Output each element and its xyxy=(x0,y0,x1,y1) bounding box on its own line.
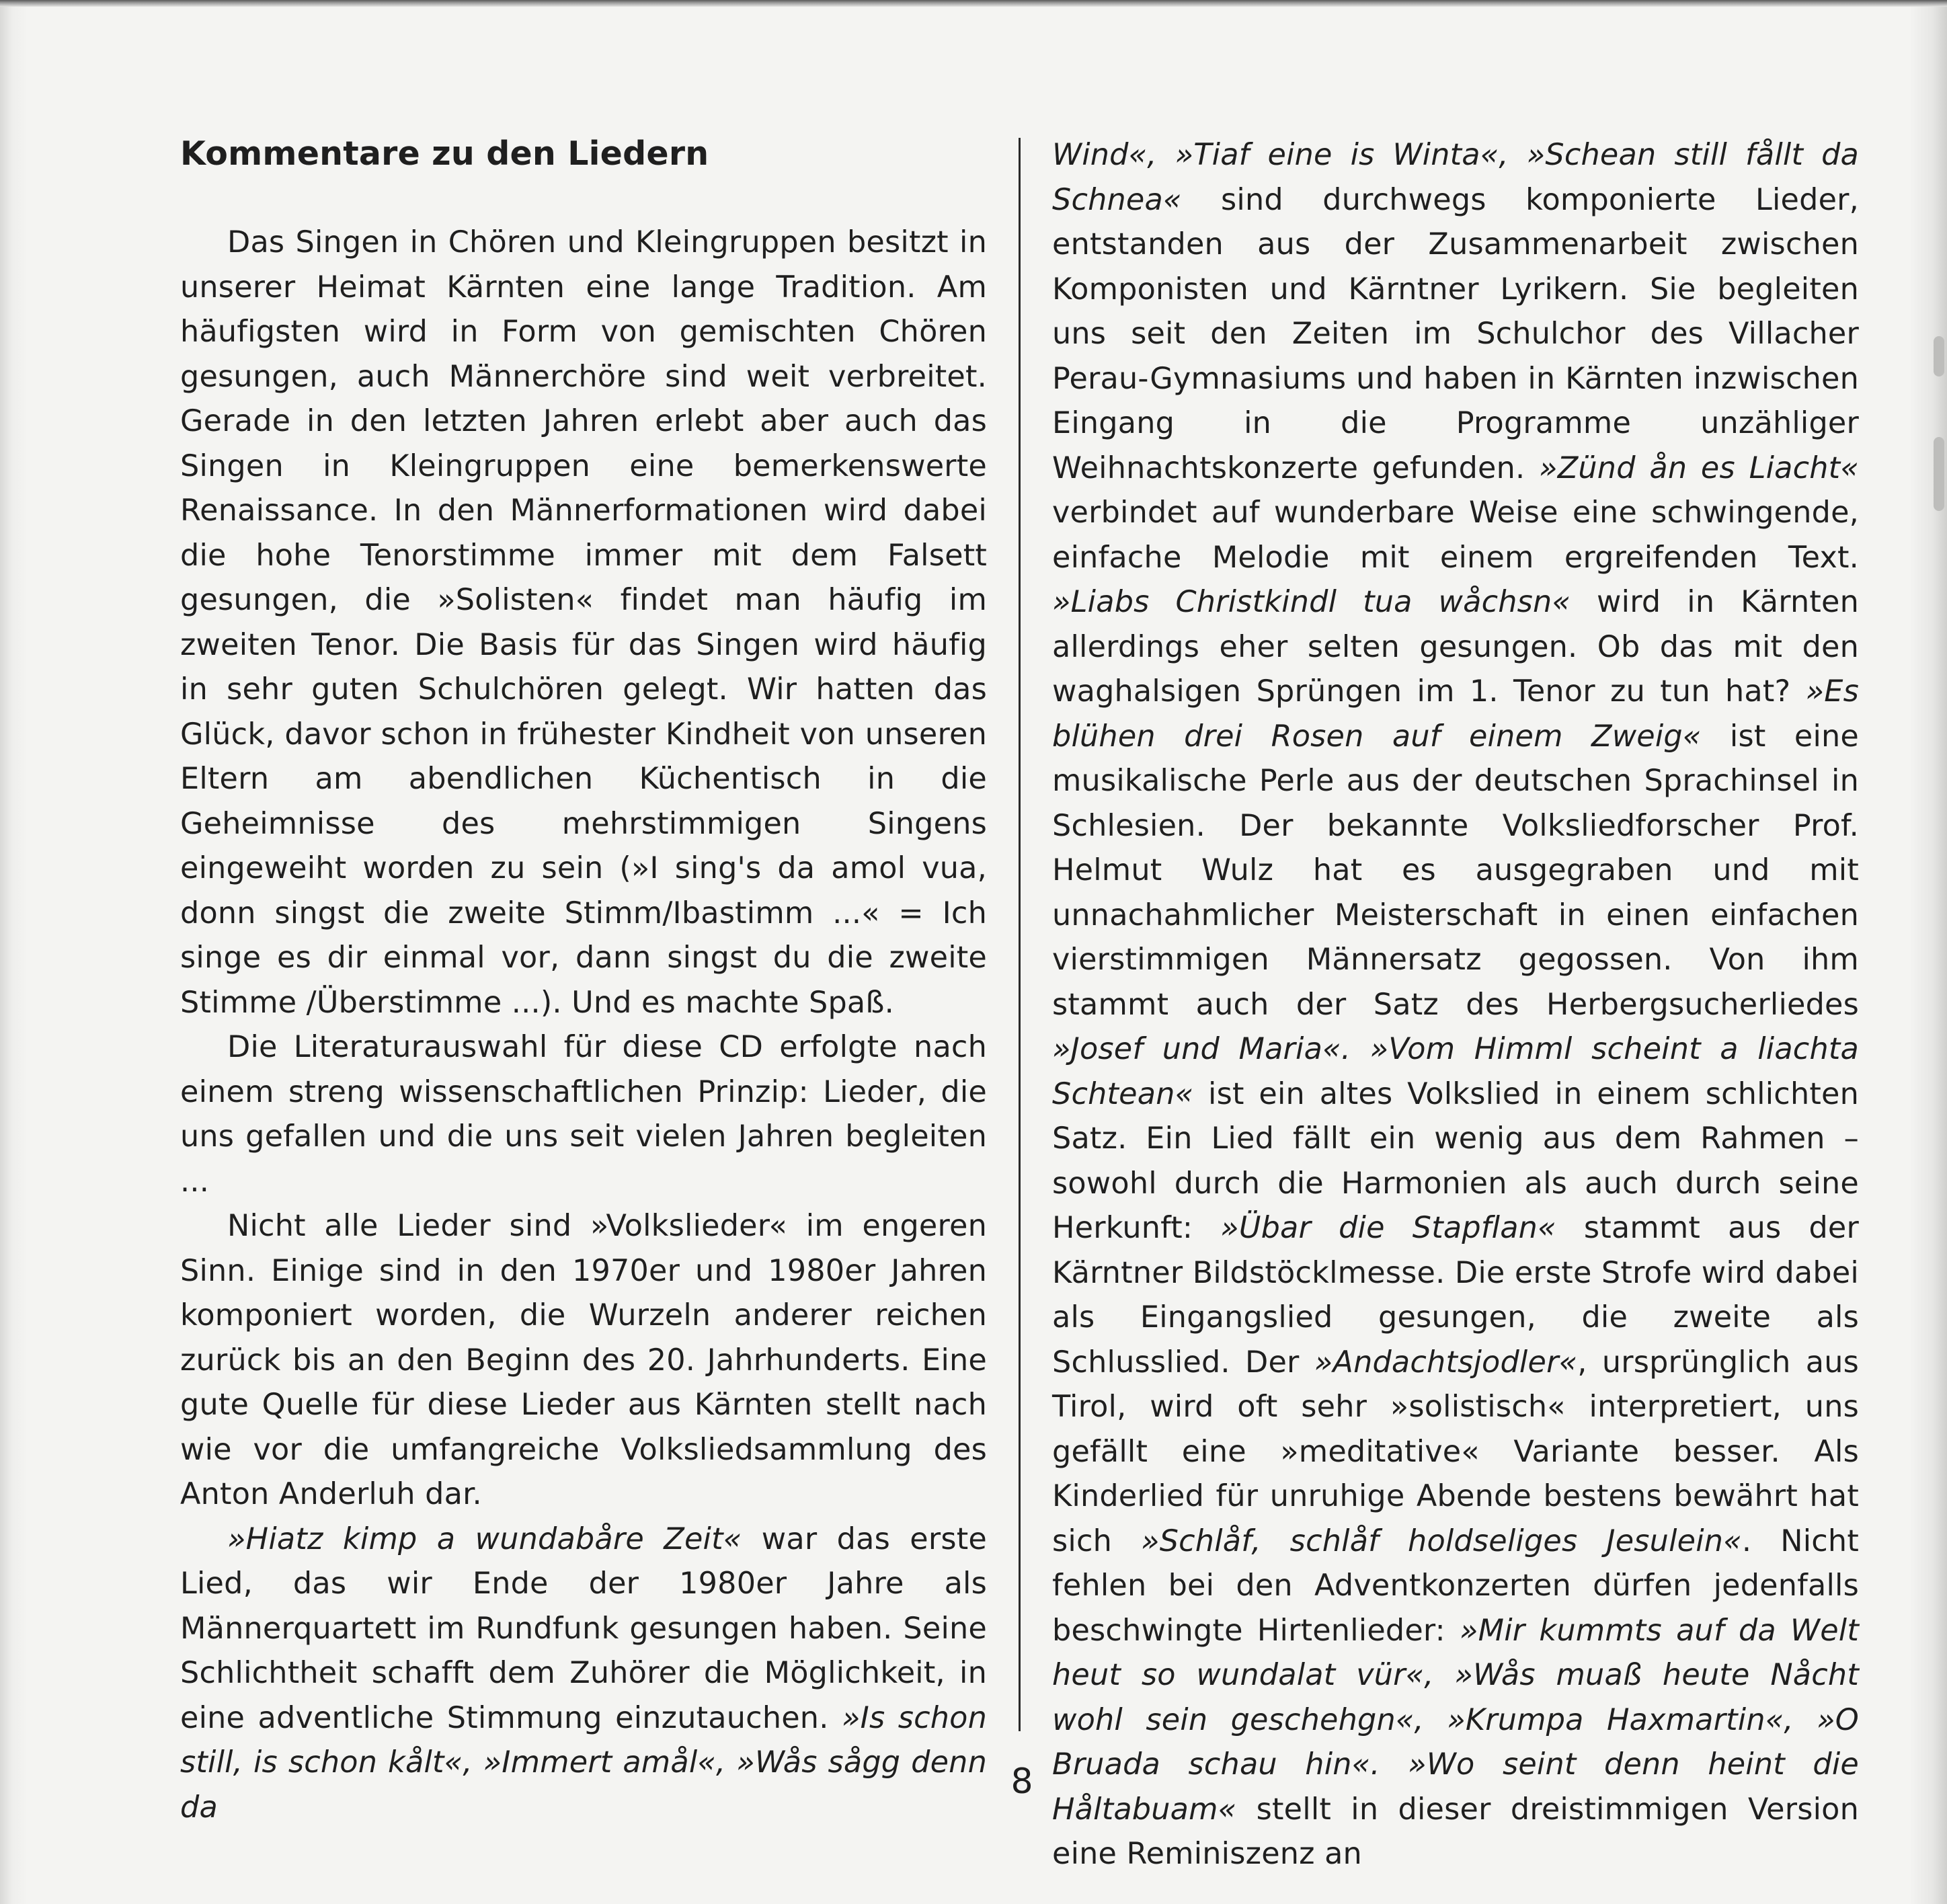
paragraph-4 xyxy=(180,1517,987,1831)
paragraph-text: ist eine musikalische Perle aus der deutschen Sprachinsel in Schlesien. Der bekannte Volksliedforscher Prof. Helmut Wulz hat es ausgegraben und mit unnachahmlicher Meisterschaft in einen einfachen vierstimmigen Männersatz gegossen. Von ihm stammt auch der Satz des Herbergsucherliedes xyxy=(1052,719,1859,1022)
paragraph-text: stammt aus der Kärntner Bildstöcklmesse. Die erste Strofe wird dabei als Eingangslied gesungen, die zweite als Schlusslied. Der xyxy=(1052,1211,1859,1380)
page-number: 8 xyxy=(1010,1761,1033,1802)
song-title: »Andachtsjodler« xyxy=(1314,1345,1578,1380)
song-title: »Liabs Christkindl tua wåchsn« xyxy=(1052,585,1571,619)
paragraph-2: Die Literaturauswahl für diese CD erfolgte nach einem streng wissenschaftlichen Prinzip: Lieder, die uns gefallen und die uns seit vielen Jahren begleiten ... xyxy=(180,1030,987,1199)
binding-notch xyxy=(1934,336,1944,376)
song-title: »Josef und Maria«. »Vom Himml scheint a liachta Schtean« xyxy=(1052,1032,1859,1111)
song-title: »Es blühen drei Rosen auf einem Zweig« xyxy=(1052,674,1859,754)
paragraph-text: stellt in dieser dreistimmigen Version eine Reminiszenz an xyxy=(1052,1792,1859,1871)
paragraph-text: , ursprünglich aus Tirol, wird oft sehr »solistisch« interpretiert, uns gefällt eine »meditative« Variante besser. Als Kinderlied für unruhige Abende bestens bewährt hat sich xyxy=(1052,1345,1859,1558)
paragraph-text: sind durchwegs komponierte Lieder, entstanden aus der Zusammenarbeit zwischen Komponisten und Kärntner Lyrikern. Sie begleiten uns seit den Zeiten im Schulchor des Villacher Perau-Gymnasiums und haben in Kärnten inzwischen Eingang in die Programme unzähliger Weihnachtskonzerte gefunden. xyxy=(1052,182,1859,485)
paragraph-text: war das erste Lied, das wir Ende der 1980er Jahre als Männerquartett im Rundfunk gesungen haben. Seine Schlichtheit schafft dem Zuhörer die Möglichkeit, in eine adventliche Stimmung einzutauchen. xyxy=(180,1521,987,1735)
paragraph-text: . Nicht fehlen bei den Adventkonzerten dürfen jedenfalls beschwingte Hirtenlieder: xyxy=(1052,1523,1859,1648)
left-column xyxy=(180,132,987,1830)
paragraph-text: wird in Kärnten allerdings eher selten gesungen. Ob das mit den waghalsigen Sprüngen im 1. Tenor zu tun hat? xyxy=(1052,585,1859,709)
column-divider xyxy=(1019,138,1021,1731)
paragraph-continued xyxy=(1052,133,1859,1877)
song-title: »Is schon still, is schon kålt«, »Immert amål«, »Wås sågg denn da xyxy=(180,1700,987,1825)
song-title: »Zünd ån es Liacht« xyxy=(1539,450,1859,485)
song-title: »Mir kummts auf da Welt heut so wundalat vür«, »Wås muaß heute Nåcht wohl sein geschehgn«, »Krumpa Haxmartin«, »O Bruada schau hin«. »Wo seint denn heint die Håltabuam« xyxy=(1052,1613,1859,1827)
song-title: »Schlåf, schlåf holdseliges Jesulein« xyxy=(1141,1523,1742,1558)
paragraph-text: ist ein altes Volkslied in einem schlichten Satz. Ein Lied fällt ein wenig aus dem Rahmen – sowohl durch die Harmonien als auch durch seine Herkunft: xyxy=(1052,1076,1859,1245)
paragraph-1: Das Singen in Chören und Kleingruppen besitzt in unserer Heimat Kärnten eine lange Tradition. Am häufigsten wird in Form von gemischten Chören gesungen, auch Männerchöre sind weit verbreitet. Gerade in den letzten Jahren erlebt aber auch das Singen in Kleingruppen eine bemerkenswerte Renaissance. In den Männerformationen wird dabei die hohe Tenorstimme immer mit dem Falsett gesungen, die »Solisten« findet man häufig im zweiten Tenor. Die Basis für das Singen wird häufig in sehr guten Schulchören gelegt. Wir hatten das Glück, davor schon in frühester Kindheit von unseren Eltern am abendlichen Küchentisch in die Geheimnisse des mehrstimmigen Singens eingeweiht worden zu sein (»I sing's da amol vua, donn singst die zweite Stimm/Ibastimm ...« = Ich singe es dir einmal vor, dann singst du die zweite Stimme /Überstimme ...). Und es machte Spaß. xyxy=(180,225,987,1020)
song-title: Wind«, »Tiaf eine is Winta«, »Schean still fållt da Schnea« xyxy=(1052,138,1859,217)
song-title: »Hiatz kimp a wundabåre Zeit« xyxy=(227,1521,742,1556)
paragraph-text: verbindet auf wunderbare Weise eine schwingende, einfache Melodie mit einem ergreifenden Text. xyxy=(1052,495,1859,575)
binding-notch xyxy=(1934,437,1944,511)
paragraph-3: Nicht alle Lieder sind »Volkslieder« im engeren Sinn. Einige sind in den 1970er und 1980er Jahren komponiert worden, die Wurzeln anderer reichen zurück bis an den Beginn des 20. Jahrhunderts. Eine gute Quelle für diese Lieder aus Kärnten stellt nach wie vor die umfangreiche Volksliedsammlung des Anton Anderluh dar. xyxy=(180,1209,987,1511)
song-title: »Übar die Stapflan« xyxy=(1220,1211,1556,1245)
section-heading: Kommentare zu den Liedern xyxy=(180,134,709,173)
scan-top-edge xyxy=(0,0,1947,7)
right-column xyxy=(1052,133,1859,1877)
